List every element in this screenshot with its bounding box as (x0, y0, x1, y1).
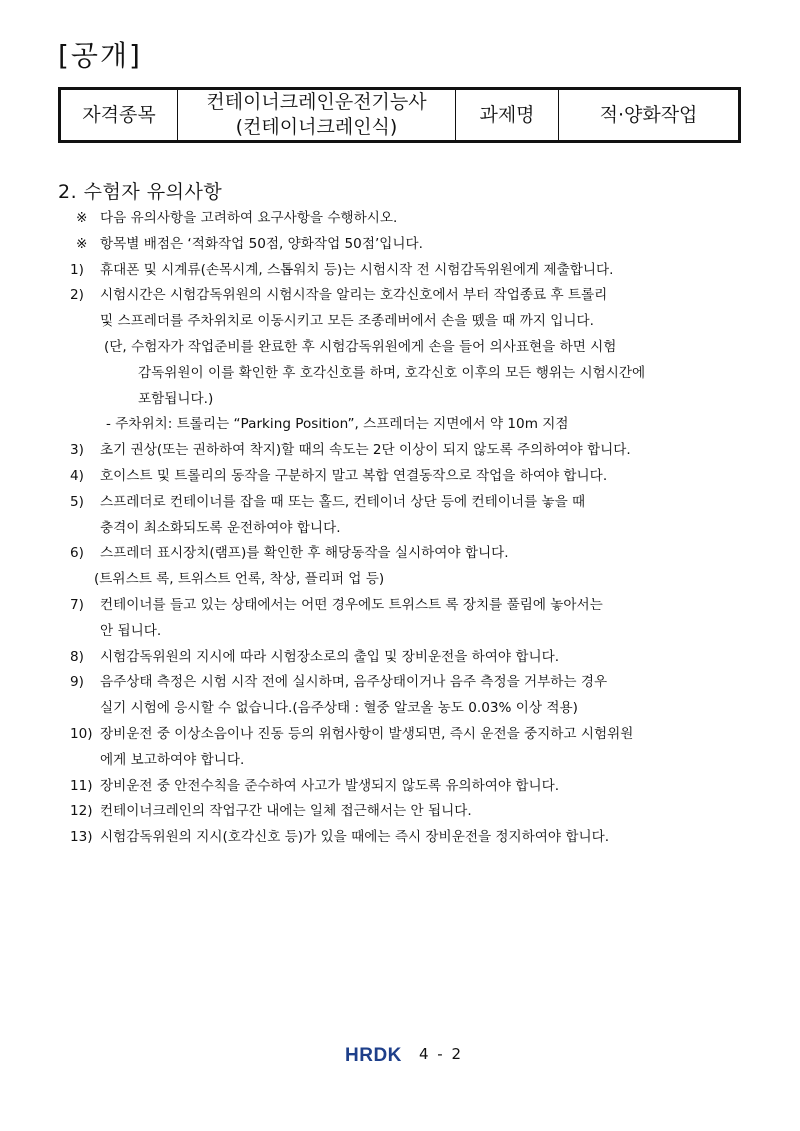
list-item: (단, 수험자가 작업준비를 완료한 후 시험감독위원에게 손을 들어 의사표현을 하면 시험 (104, 338, 617, 355)
list-item: 안 됩니다. (100, 622, 162, 639)
list-item: 감독위원이 이를 확인한 후 호각신호를 하며, 호각신호 이후의 모든 행위는 시험시간에 (138, 364, 646, 381)
qualification-label: 자격종목 (60, 89, 178, 142)
list-item: 13) 시험감독위원의 지시(호각신호 등)가 있을 때에는 즉시 장비운전을 정지하여야 합니다. (70, 829, 610, 846)
hrdk-logo (345, 1044, 407, 1064)
list-item: 4) 호이스트 및 트롤리의 동작을 구분하지 말고 복합 연결동작으로 작업을 하여야 합니다. (70, 467, 608, 484)
list-item: 포함됩니다.) (138, 390, 214, 407)
list-item: 10) 장비운전 중 이상소음이나 진동 등의 위험사항이 발생되면, 즉시 운전을 중지하고 시험위원 (70, 725, 634, 742)
list-item: 6) 스프레더 표시장치(램프)를 확인한 후 해당동작을 실시하여야 합니다. (70, 545, 509, 562)
list-item: 3) 초기 권상(또는 권하하여 착지)할 때의 속도는 2단 이상이 되지 않도록 주의하여야 합니다. (70, 442, 631, 459)
list-item: 1) 휴대폰 및 시계류(손목시계, 스톱워치 등)는 시험시작 전 시험감독위원에게 제출합니다. (70, 261, 614, 278)
notice-list (70, 206, 760, 851)
qualification-value (178, 89, 456, 142)
list-item: 12) 컨테이너크레인의 작업구간 내에는 일체 접근해서는 안 됩니다. (70, 803, 472, 820)
info-table (58, 87, 741, 143)
list-item: 9) 음주상태 측정은 시험 시작 전에 실시하며, 음주상태이거나 음주 측정을 거부하는 경우 (70, 674, 608, 691)
qualification-value-line1: 컨테이너크레인운전기능사 (206, 91, 427, 113)
list-item: 실기 시험에 응시할 수 없습니다.(음주상태 : 혈중 알코올 농도 0.03% 이상 적용) (100, 700, 578, 717)
list-item: 에게 보고하여야 합니다. (100, 751, 245, 768)
list-item: 5) 스프레더로 컨테이너를 잡을 때 또는 홀드, 컨테이너 상단 등에 컨테이너를 놓을 때 (70, 493, 586, 510)
public-label: [공개] (58, 39, 142, 72)
section-title: 2. 수험자 유의사항 (58, 181, 223, 203)
page-number: 4 - 2 (419, 1045, 464, 1063)
list-item: - 주차위치: 트롤리는 “Parking Position”, 스프레더는 지면에서 약 10m 지점 (106, 416, 569, 433)
page-footer (345, 1044, 463, 1064)
task-label: 과제명 (456, 89, 559, 142)
list-item: 8) 시험감독위원의 지시에 따라 시험장소로의 출입 및 장비운전을 하여야 합니다. (70, 648, 560, 665)
list-item: 7) 컨테이너를 들고 있는 상태에서는 어떤 경우에도 트위스트 록 장치를 풀림에 놓아서는 (70, 596, 603, 613)
list-item: 11) 장비운전 중 안전수칙을 준수하여 사고가 발생되지 않도록 유의하여야 합니다. (70, 777, 560, 794)
list-item: 2) 시험시간은 시험감독위원의 시험시작을 알리는 호각신호에서 부터 작업종료 후 트롤리 (70, 287, 608, 304)
list-item: ※ 다음 유의사항을 고려하여 요구사항을 수행하시오. (76, 210, 398, 226)
task-value: 적·양화작업 (559, 89, 740, 142)
svg-text:HRDK: HRDK (345, 1045, 402, 1064)
list-item: ※ 항목별 배점은 ‘적화작업 50점, 양화작업 50점’입니다. (76, 235, 423, 252)
list-item: 및 스프레더를 주차위치로 이동시키고 모든 조종레버에서 손을 뗐을 때 까지 입니다. (100, 313, 595, 330)
qualification-value-line2: (컨테이너크레인식) (235, 116, 398, 138)
list-item: (트위스트 록, 트위스트 언록, 착상, 플리퍼 업 등) (94, 571, 385, 588)
list-item: 충격이 최소화되도록 운전하여야 합니다. (100, 519, 341, 536)
